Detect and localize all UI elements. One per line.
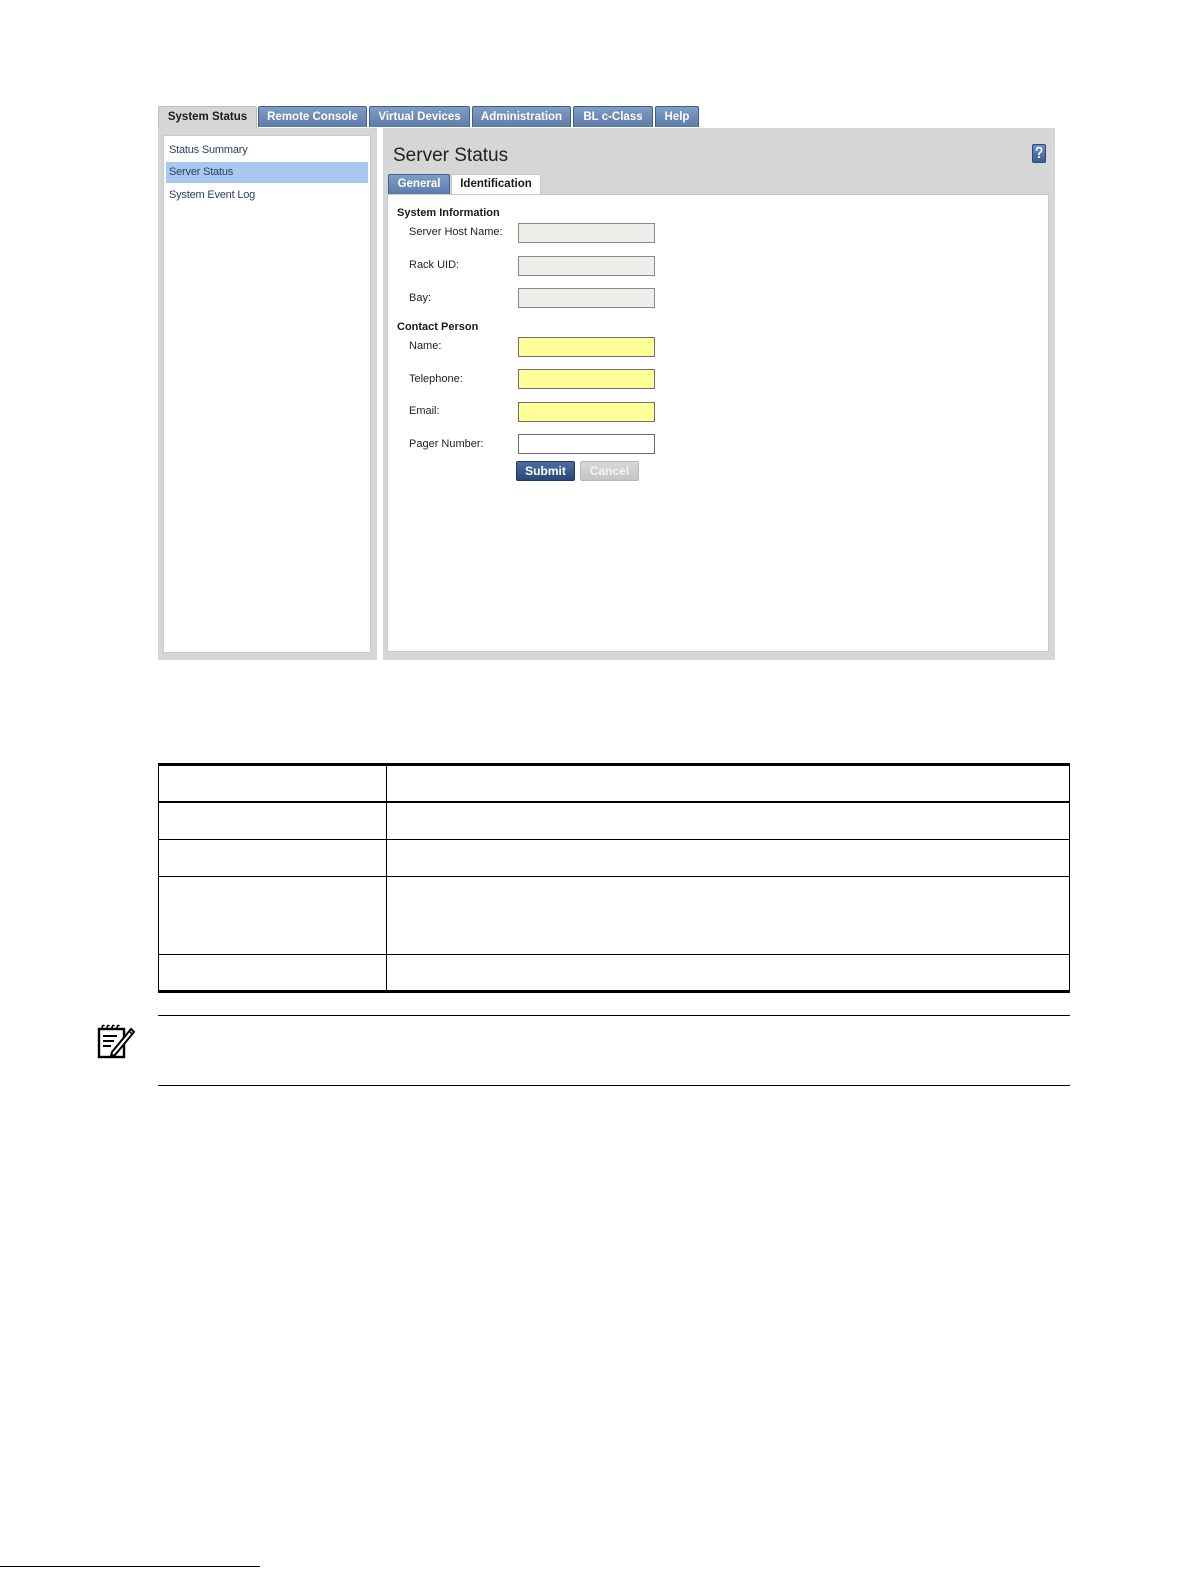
rack-uid-field[interactable] bbox=[518, 256, 655, 276]
sidebar-item-server-status[interactable]: Server Status bbox=[166, 162, 368, 183]
submit-button[interactable]: Submit bbox=[516, 461, 575, 481]
table-header-rule bbox=[158, 801, 1070, 803]
sidebar-item-system-event-log[interactable]: System Event Log bbox=[169, 189, 256, 201]
table-column-divider bbox=[386, 763, 387, 993]
document-table bbox=[158, 763, 1070, 993]
footer-rule bbox=[0, 1566, 260, 1567]
email-label: Email: bbox=[409, 405, 440, 417]
note-pencil-icon bbox=[96, 1022, 136, 1060]
tab-help[interactable]: Help bbox=[655, 106, 699, 127]
left-nav-frame bbox=[158, 128, 377, 660]
note-bottom-rule bbox=[158, 1085, 1070, 1086]
email-field[interactable] bbox=[518, 402, 655, 422]
identification-form bbox=[387, 194, 1049, 652]
bay-label: Bay: bbox=[409, 292, 432, 304]
tab-system-status[interactable]: System Status bbox=[158, 106, 257, 128]
tab-bl-c-class[interactable]: BL c-Class bbox=[573, 106, 653, 127]
contact-person-heading: Contact Person bbox=[397, 321, 479, 333]
name-field[interactable] bbox=[518, 337, 655, 357]
server-host-name-label: Server Host Name: bbox=[409, 226, 503, 238]
rack-uid-label: Rack UID: bbox=[409, 259, 460, 271]
table-bottom-rule bbox=[158, 990, 1070, 993]
bay-field[interactable] bbox=[518, 288, 655, 308]
tab-remote-console[interactable]: Remote Console bbox=[258, 106, 367, 127]
telephone-field[interactable] bbox=[518, 369, 655, 389]
table-row-rule bbox=[158, 876, 1070, 877]
cancel-button[interactable]: Cancel bbox=[580, 461, 639, 481]
table-left-border bbox=[158, 763, 159, 993]
table-row-rule bbox=[158, 839, 1070, 840]
help-icon[interactable] bbox=[1032, 144, 1046, 163]
sidebar-item-status-summary[interactable]: Status Summary bbox=[169, 144, 248, 156]
server-host-name-field[interactable] bbox=[518, 223, 655, 243]
telephone-label: Telephone: bbox=[409, 373, 463, 385]
table-row-rule bbox=[158, 954, 1070, 955]
system-information-heading: System Information bbox=[397, 207, 500, 219]
subtab-general[interactable]: General bbox=[388, 174, 450, 194]
tab-virtual-devices[interactable]: Virtual Devices bbox=[369, 106, 470, 127]
tab-administration[interactable]: Administration bbox=[472, 106, 571, 127]
note-top-rule bbox=[158, 1015, 1070, 1016]
table-right-border bbox=[1069, 763, 1070, 993]
main-panel bbox=[383, 128, 1055, 660]
name-label: Name: bbox=[409, 340, 442, 352]
table-top-rule bbox=[158, 763, 1070, 766]
subtab-identification[interactable]: Identification bbox=[451, 174, 541, 195]
pager-number-field[interactable] bbox=[518, 434, 655, 454]
pager-number-label: Pager Number: bbox=[409, 438, 484, 450]
page-title: Server Status bbox=[393, 145, 509, 166]
left-nav-panel bbox=[163, 135, 371, 653]
